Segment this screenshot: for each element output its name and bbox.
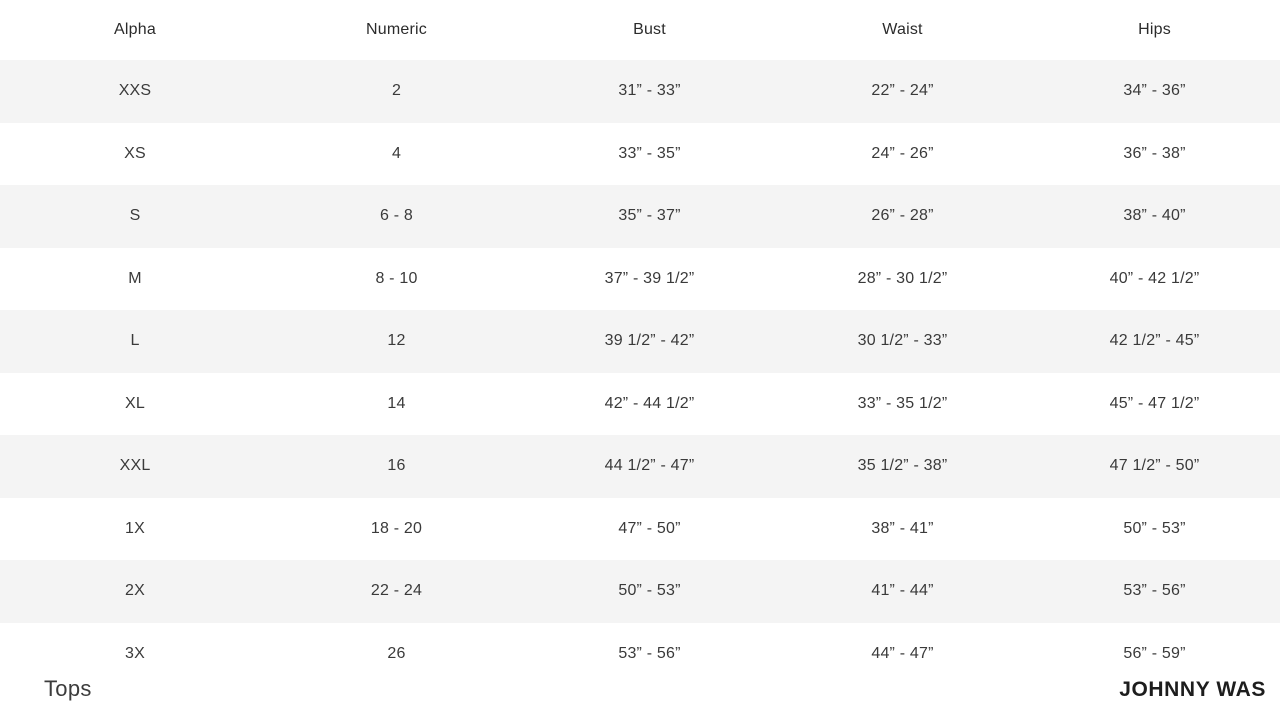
column-header-alpha: Alpha (0, 0, 270, 60)
table-row (0, 310, 1280, 373)
table-header-row (0, 0, 1280, 60)
cell-hips: 50” - 53” (1029, 498, 1280, 561)
cell-alpha: S (0, 185, 270, 248)
cell-waist: 41” - 44” (776, 560, 1029, 623)
cell-hips: 38” - 40” (1029, 185, 1280, 248)
cell-hips: 34” - 36” (1029, 60, 1280, 123)
brand-logo: JOHNNY WAS (1119, 678, 1266, 701)
cell-hips: 56” - 59” (1029, 623, 1280, 686)
cell-numeric: 8 - 10 (270, 248, 523, 311)
cell-bust: 44 1/2” - 47” (523, 435, 776, 498)
table-row (0, 185, 1280, 248)
cell-hips: 40” - 42 1/2” (1029, 248, 1280, 311)
table-body (0, 60, 1280, 685)
table-row (0, 498, 1280, 561)
cell-numeric: 16 (270, 435, 523, 498)
cell-bust: 53” - 56” (523, 623, 776, 686)
cell-numeric: 12 (270, 310, 523, 373)
table-row (0, 123, 1280, 186)
cell-bust: 39 1/2” - 42” (523, 310, 776, 373)
cell-bust: 42” - 44 1/2” (523, 373, 776, 436)
cell-bust: 33” - 35” (523, 123, 776, 186)
table-row (0, 373, 1280, 436)
cell-hips: 42 1/2” - 45” (1029, 310, 1280, 373)
cell-waist: 35 1/2” - 38” (776, 435, 1029, 498)
cell-alpha: L (0, 310, 270, 373)
cell-alpha: 1X (0, 498, 270, 561)
cell-bust: 47” - 50” (523, 498, 776, 561)
table-row (0, 435, 1280, 498)
column-header-numeric: Numeric (270, 0, 523, 60)
cell-hips: 36” - 38” (1029, 123, 1280, 186)
cell-numeric: 4 (270, 123, 523, 186)
cell-alpha: 2X (0, 560, 270, 623)
cell-bust: 31” - 33” (523, 60, 776, 123)
category-title: Tops (44, 676, 92, 701)
cell-alpha: XXS (0, 60, 270, 123)
cell-numeric: 2 (270, 60, 523, 123)
cell-waist: 24” - 26” (776, 123, 1029, 186)
cell-hips: 45” - 47 1/2” (1029, 373, 1280, 436)
cell-bust: 50” - 53” (523, 560, 776, 623)
table-row (0, 248, 1280, 311)
cell-bust: 37” - 39 1/2” (523, 248, 776, 311)
cell-hips: 53” - 56” (1029, 560, 1280, 623)
cell-waist: 38” - 41” (776, 498, 1029, 561)
table-row (0, 60, 1280, 123)
cell-alpha: XS (0, 123, 270, 186)
cell-waist: 30 1/2” - 33” (776, 310, 1029, 373)
cell-numeric: 18 - 20 (270, 498, 523, 561)
cell-alpha: M (0, 248, 270, 311)
cell-numeric: 22 - 24 (270, 560, 523, 623)
cell-bust: 35” - 37” (523, 185, 776, 248)
cell-waist: 26” - 28” (776, 185, 1029, 248)
cell-waist: 28” - 30 1/2” (776, 248, 1029, 311)
cell-alpha: 3X (0, 623, 270, 686)
cell-numeric: 14 (270, 373, 523, 436)
cell-numeric: 6 - 8 (270, 185, 523, 248)
column-header-hips: Hips (1029, 0, 1280, 60)
cell-waist: 22” - 24” (776, 60, 1029, 123)
cell-waist: 33” - 35 1/2” (776, 373, 1029, 436)
cell-alpha: XL (0, 373, 270, 436)
cell-waist: 44” - 47” (776, 623, 1029, 686)
cell-alpha: XXL (0, 435, 270, 498)
footer (0, 662, 1280, 720)
column-header-waist: Waist (776, 0, 1029, 60)
table-header (0, 0, 1280, 60)
cell-numeric: 26 (270, 623, 523, 686)
table-row (0, 560, 1280, 623)
column-header-bust: Bust (523, 0, 776, 60)
cell-hips: 47 1/2” - 50” (1029, 435, 1280, 498)
